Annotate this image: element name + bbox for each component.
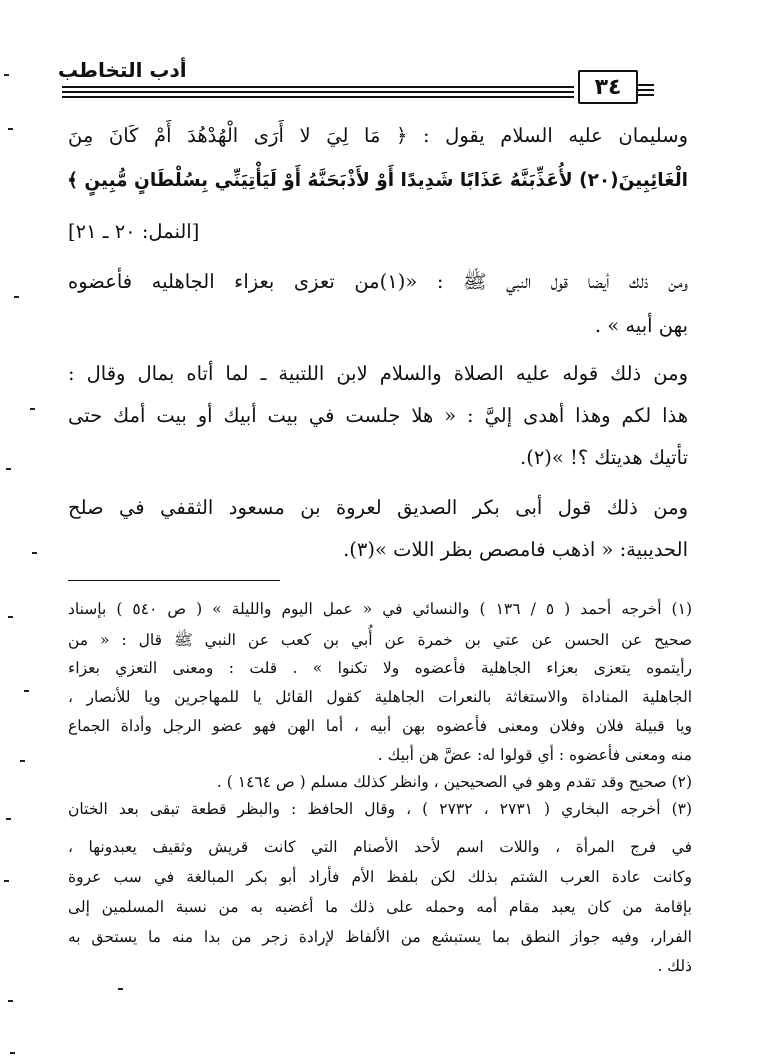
body-line-4: ومن ذلك أيضا قول النبي ﷺ : «(١)من تعزى بعزاء الجاهليه فأعضوه <box>68 270 689 293</box>
scan-speck <box>14 296 19 298</box>
footnote-line-6: منه ومعنى فأعضوه : أي قولوا له: عضَّ هن أبيك . <box>377 746 692 764</box>
page-number: ٣٤ <box>594 74 622 100</box>
footnote-line-9: في فرج المرأة ، واللات اسم لأحد الأصنام التي كانت قريش وثقيف يعبدونها ، <box>68 838 692 856</box>
footnote-line-13: ذلك . <box>657 957 692 975</box>
scan-speck <box>4 74 9 76</box>
scan-speck <box>30 408 35 410</box>
scan-speck <box>10 1052 15 1054</box>
footnote-line-3: رأيتموه يتعزى بعزاء الجاهلية فأعضوه ولا تكنوا » . قلت : ومعنى التعزي بعزاء <box>68 659 692 677</box>
body-line-6: ومن ذلك قوله عليه الصلاة والسلام لابن اللتبية ـ لما أتاه بمال وقال : <box>68 362 688 385</box>
page-number-box <box>578 70 638 104</box>
footnote-line-5: ويا قبيلة فلان وفلان ومعنى فأعضوه بهن أبيه ، أما الهن فهو عضو الرجل وأداة الجماع <box>68 717 692 735</box>
body-line-3-citation: [النمل: ٢٠ ـ ٢١] <box>68 220 200 243</box>
footnote-line-12: الفرار، وفيه جواز النطق بما يستبشع من الألفاظ لإرادة زجر من بدا منه ما يستحق به <box>68 928 692 946</box>
header-tick-bottom <box>636 94 654 96</box>
scan-speck <box>6 468 11 470</box>
scan-speck <box>118 988 123 990</box>
body-line-9: ومن ذلك قول أبى بكر الصديق لعروة بن مسعود الثقفي في صلح <box>68 496 688 519</box>
running-header-title: أدب التخاطب <box>58 58 187 82</box>
body-line-7: هذا لكم وهذا أهدى إليَّ : « هلا جلست في بيت أبيك أو بيت أمك حتى <box>68 404 688 427</box>
footnote-separator <box>68 580 280 581</box>
header-rule-bottom <box>62 96 574 98</box>
body-line-5: بهن أبيه » . <box>594 314 688 337</box>
header-rule-top <box>62 86 574 88</box>
scan-speck <box>24 690 29 692</box>
footnote-line-7: (٢) صحيح وقد تقدم وهو في الصحيحين ، وانظر كذلك مسلم ( ص ١٤٦٤ ) . <box>216 773 692 791</box>
body-line-8: تأتيك هديتك ؟! »(٢). <box>520 446 688 469</box>
footnote-line-2: صحيح عن الحسن عن عتي بن خمرة عن أُبي بن كعب عن النبي ﷺ قال : « من <box>68 631 692 649</box>
footnote-line-4: الجاهلية المناداة والاستغاثة بالنعرات الجاهلية كقول القائل يا للمهاجرين ويا للأنصار ، <box>68 688 692 706</box>
body-line-10: الحديبية: « اذهب فامصص بظر اللات »(٣). <box>343 538 688 561</box>
scan-speck <box>8 1000 13 1002</box>
scan-speck <box>6 818 11 820</box>
footnote-line-1: (١) أخرجه أحمد ( ٥ / ١٣٦ ) والنسائي في « عمل اليوم والليلة » ( ص ٥٤٠ ) بإسناد <box>68 600 692 618</box>
body-line-1: وسليمان عليه السلام يقول : ﴿ مَا لِيَ لا أَرَى الْهُدْهُدَ أَمْ كَانَ مِنَ <box>68 124 688 147</box>
scan-speck <box>4 880 9 882</box>
scan-speck <box>8 616 13 618</box>
footnote-line-10: وكانت عادة العرب الشتم بذلك لكن بلفظ الأم فأراد أبو بكر المبالغة في سب عروة <box>68 868 692 886</box>
footnote-line-11: بإقامة من كان يعبد مقام أمه وحمله على ذلك ما أغضبه به من نسبة المسلمين إلى <box>68 898 692 916</box>
body-line-2-quran: الْغَائِبِينَ(٢٠) لأُعَذِّبَنَّهُ عَذَابًا شَدِيدًا أَوْ لأَذْبَحَنَّهُ أَوْ لَيَأْتِيَنِّي بِسُلْطَانٍ مُّبِينٍ ﴾ <box>67 170 688 191</box>
scan-speck <box>32 552 37 554</box>
header-tick-top <box>636 84 654 86</box>
scan-speck <box>20 760 25 762</box>
header-rule-middle <box>62 91 574 93</box>
header-tick-middle <box>636 89 654 91</box>
scan-speck <box>8 128 13 130</box>
footnote-line-8: (٣) أخرجه البخاري ( ٢٧٣١ ، ٢٧٣٢ ) ، وقال الحافظ : والبظر قطعة تبقى بعد الختان <box>68 800 693 818</box>
